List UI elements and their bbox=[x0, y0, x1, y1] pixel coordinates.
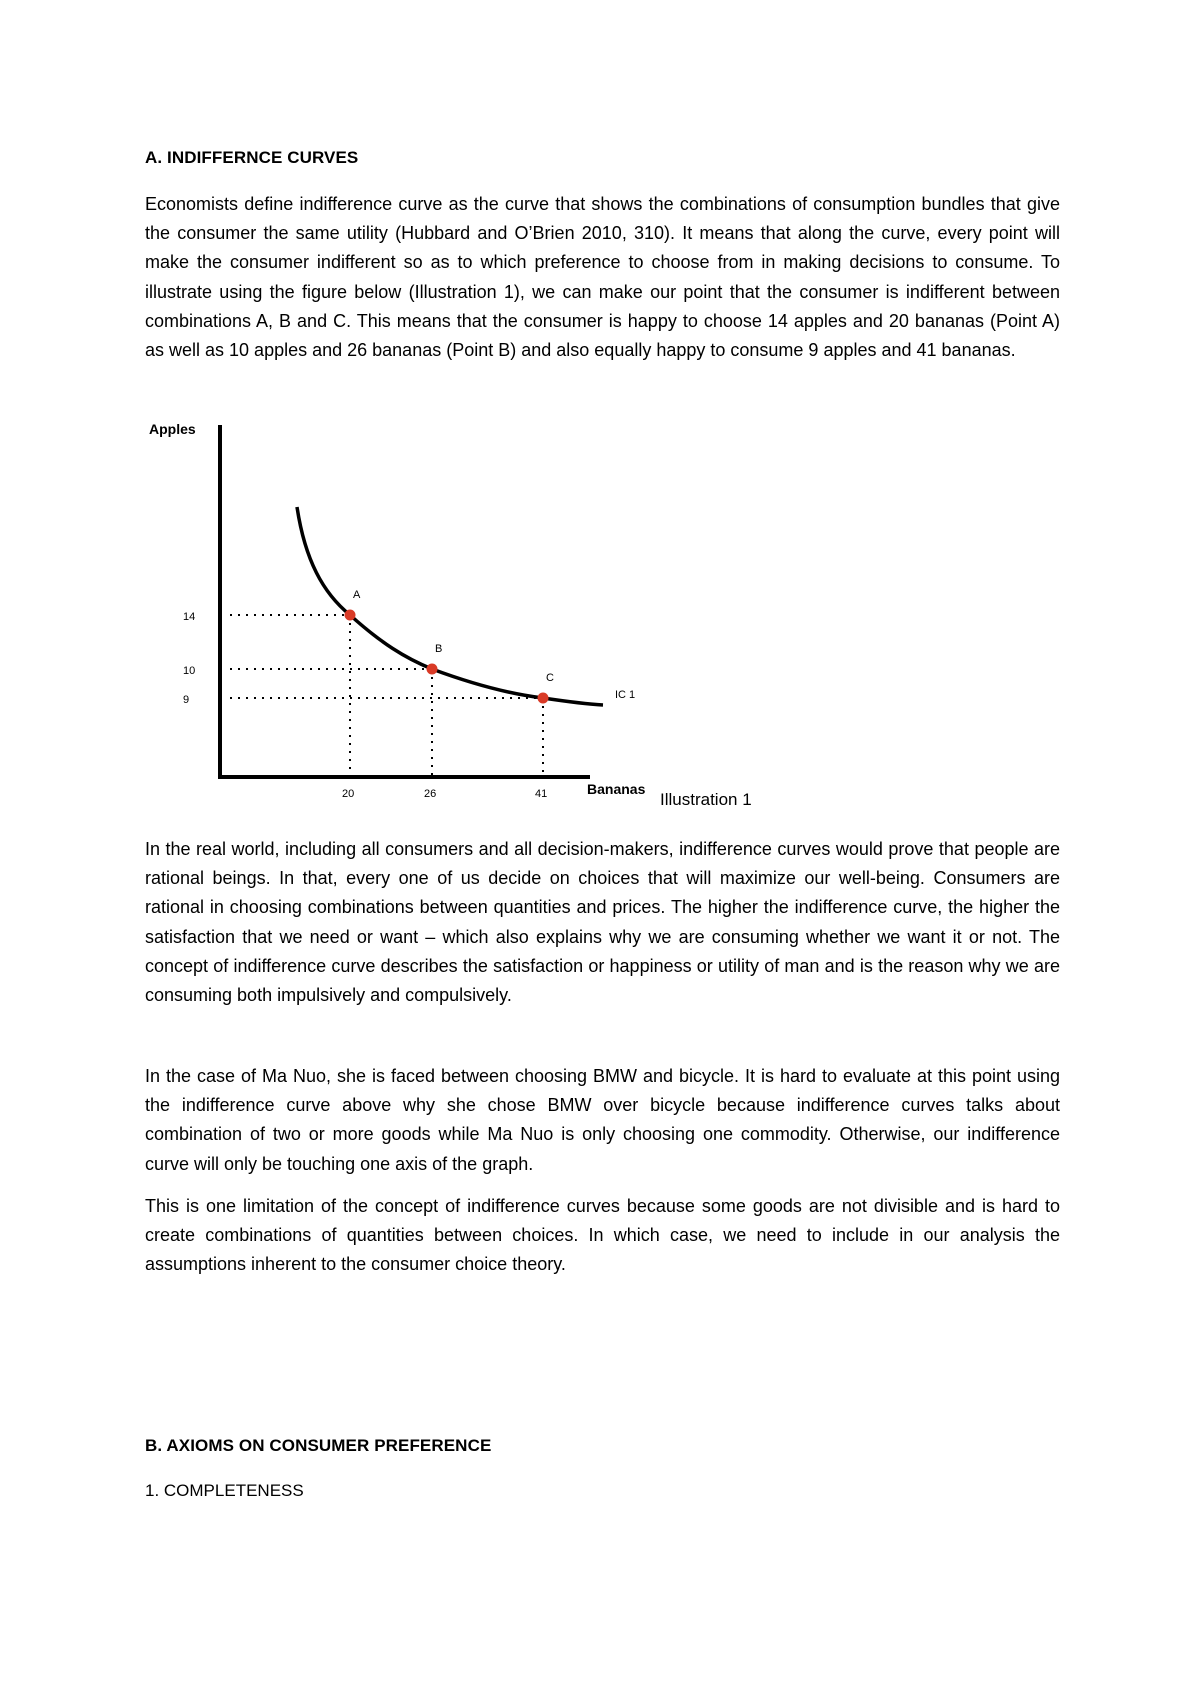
paragraph-ma-nuo: In the case of Ma Nuo, she is faced between choosing BMW and bicycle. It is hard to evaluate at this point using the indifference curve above why she chose BMW over bicycle because indifference curves talks about combination of two or more goods while Ma Nuo is only choosing one commodity. Otherwise, our indifference curve will only be touching one axis of the graph. bbox=[145, 1066, 1060, 1174]
paragraph-definition: Economists define indifference curve as the curve that shows the combinations of consumption bundles that give the consumer the same utility (Hubbard and O’Brien 2010, 310). It means that along the curve, every point will make the consumer indifferent so as to which preference to choose from in making decisions to consume. To illustrate using the figure below (Illustration 1), we can make our point that the consumer is indifferent between combinations A, B and C. This means that the consumer is happy to choose 14 apples and 20 bananas (Point A) as well as 10 apples and 26 bananas (Point B) and also equally happy to consume 9 apples and 41 bananas. bbox=[145, 194, 1060, 361]
y-axis-label: Apples bbox=[149, 421, 196, 437]
completeness-item: 1. COMPLETENESS bbox=[145, 1481, 304, 1500]
indifference-curve bbox=[297, 507, 603, 705]
point-c bbox=[538, 693, 549, 704]
y-tick-14: 14 bbox=[183, 611, 196, 623]
x-tick-26: 26 bbox=[424, 788, 437, 800]
chart-plot-area bbox=[149, 421, 646, 800]
point-b bbox=[427, 664, 438, 675]
y-tick-10: 10 bbox=[183, 665, 196, 677]
point-label-b: B bbox=[435, 643, 443, 655]
paragraph-limitation: This is one limitation of the concept of indifference curves because some goods are not divisible and is hard to create combinations of quantities between choices. In which case, we need to include in our analysis the assumptions inherent to the consumer choice theory. bbox=[145, 1196, 1060, 1275]
figure-caption: Illustration 1 bbox=[660, 790, 752, 809]
paragraph-real-world: In the real world, including all consumers and all decision-makers, indifference curves would prove that people are rational beings. In that, every one of us decide on choices that will maximize our well-being. Consumers are rational in choosing combinations between quantities and prices. The higher the indifference curve, the higher the satisfaction that we need or want – which also explains why we are consuming whether we want it or not. The concept of indifference curve describes the satisfaction or happiness or utility of man and is the reason why we are consuming both impulsively and compulsively. bbox=[145, 839, 1060, 1006]
x-tick-41: 41 bbox=[535, 788, 548, 800]
x-tick-20: 20 bbox=[342, 788, 355, 800]
y-tick-9: 9 bbox=[183, 694, 190, 706]
point-a bbox=[345, 610, 356, 621]
point-label-c: C bbox=[546, 672, 554, 684]
point-label-a: A bbox=[353, 589, 361, 601]
section-a-heading: A. INDIFFERNCE CURVES bbox=[145, 148, 359, 167]
x-axis-label: Bananas bbox=[587, 781, 646, 797]
curve-label-ic1: IC 1 bbox=[615, 689, 636, 701]
section-b-heading: B. AXIOMS ON CONSUMER PREFERENCE bbox=[145, 1436, 492, 1455]
indifference-curve-chart bbox=[145, 415, 685, 810]
